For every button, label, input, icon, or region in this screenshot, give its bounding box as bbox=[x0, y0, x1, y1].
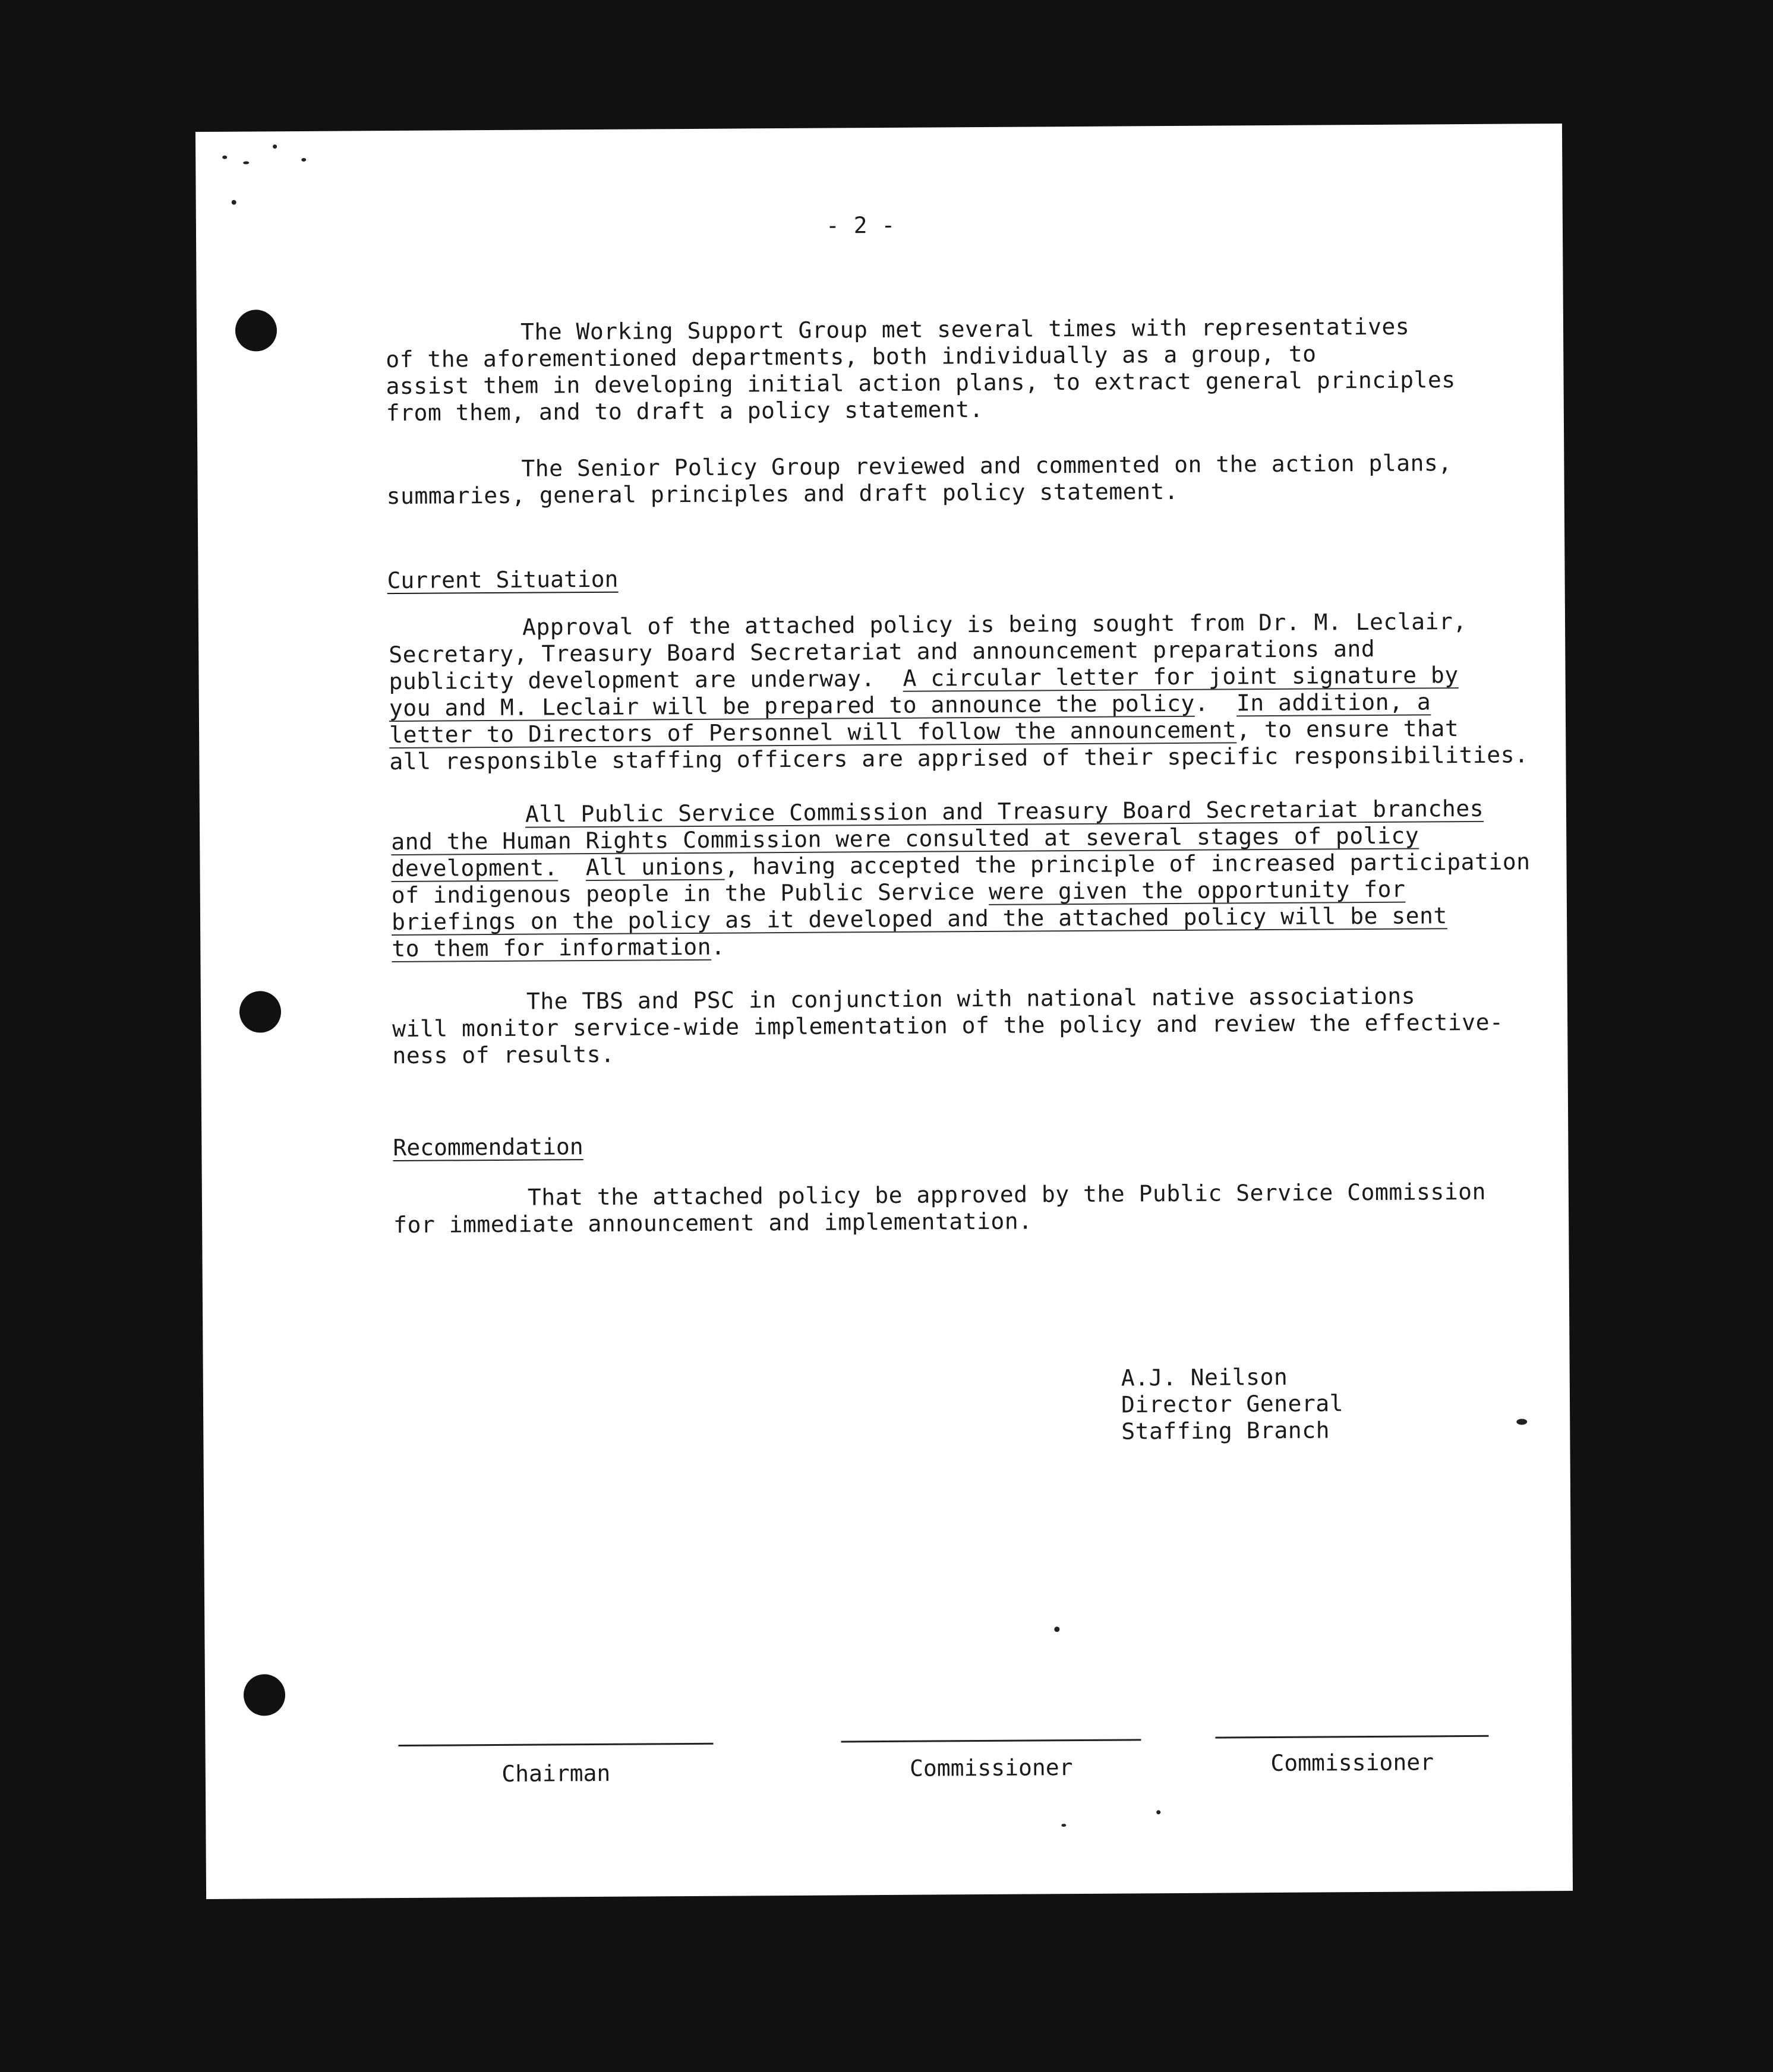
text-run: , having accepted the principle of increased participation bbox=[724, 848, 1531, 880]
chairman-label: Chairman bbox=[501, 1760, 611, 1787]
speck bbox=[1156, 1810, 1160, 1814]
text-run: . bbox=[1194, 690, 1237, 716]
commissioner-1-signature-line bbox=[841, 1739, 1141, 1742]
paragraph-6-line-1: That the attached policy be approved by the Public Service Commission bbox=[527, 1178, 1487, 1211]
paragraph-5-line-3: ness of results. bbox=[392, 1041, 615, 1069]
paragraph-5-line-2: will monitor service-wide implementation of the policy and review the effective- bbox=[392, 1009, 1504, 1043]
underlined-text: All unions bbox=[585, 853, 725, 881]
text-run bbox=[558, 854, 586, 880]
speck bbox=[1061, 1824, 1066, 1827]
paragraph-4-line-5 bbox=[392, 902, 1447, 936]
paragraph-1-line-3: assist them in developing initial action plans, to extract general principles bbox=[386, 367, 1456, 400]
punch-hole-bottom bbox=[244, 1674, 285, 1716]
speck bbox=[273, 144, 277, 149]
underlined-text: were given the opportunity for bbox=[988, 876, 1406, 905]
underlined-text: All Public Service Commission and Treasury Board Secretariat branches bbox=[525, 795, 1484, 827]
signatory-branch: Staffing Branch bbox=[1121, 1417, 1330, 1445]
signatory-name: A.J. Neilson bbox=[1121, 1363, 1288, 1391]
paragraph-2-line-1: The Senior Policy Group reviewed and commented on the action plans, bbox=[521, 450, 1452, 482]
paragraph-1-line-2: of the aforementioned departments, both individually as a group, to bbox=[386, 340, 1317, 373]
underlined-text: to them for information bbox=[392, 933, 712, 962]
speck bbox=[1516, 1419, 1527, 1424]
underlined-text: development. bbox=[391, 854, 559, 882]
recommendation-heading: Recommendation bbox=[393, 1133, 583, 1161]
text-run: of indigenous people in the Public Service bbox=[391, 878, 989, 909]
speck bbox=[222, 156, 227, 159]
speck bbox=[232, 200, 236, 205]
chairman-signature-line bbox=[399, 1743, 714, 1746]
punch-hole-middle bbox=[239, 991, 281, 1032]
paragraph-1-line-1: The Working Support Group met several times with representatives bbox=[520, 313, 1410, 345]
commissioner-2-signature-line bbox=[1215, 1735, 1488, 1739]
paragraph-6-line-2: for immediate announcement and implementation. bbox=[393, 1208, 1033, 1239]
document-page bbox=[195, 124, 1573, 1899]
text-run: publicity development are underway. bbox=[389, 665, 903, 695]
paragraph-3-line-2: Secretary, Treasury Board Secretariat and announcement preparations and bbox=[389, 635, 1376, 668]
paragraph-3-line-6: all responsible staffing officers are apprised of their specific responsibilities. bbox=[389, 741, 1529, 775]
paragraph-1-line-4: from them, and to draft a policy statement. bbox=[386, 396, 984, 427]
speck bbox=[301, 158, 306, 162]
text-run: . bbox=[711, 933, 725, 960]
paragraph-4-line-6 bbox=[392, 934, 725, 962]
underlined-text: you and M. Leclair will be prepared to announce the policy bbox=[389, 690, 1195, 722]
underlined-text: In addition, a bbox=[1236, 688, 1431, 716]
punch-hole-top bbox=[235, 309, 277, 351]
speck bbox=[1054, 1626, 1059, 1632]
commissioner-2-label: Commissioner bbox=[1270, 1749, 1434, 1777]
text-run: , to ensure that bbox=[1236, 715, 1459, 743]
underlined-text: and the Human Rights Commission were consulted at several stages of policy bbox=[391, 822, 1419, 855]
page-number: - 2 - bbox=[825, 211, 895, 239]
current-situation-heading: Current Situation bbox=[387, 566, 619, 594]
underlined-text: briefings on the policy as it developed and the attached policy will be sent bbox=[391, 902, 1447, 936]
underlined-text: letter to Directors of Personnel will follow the announcement bbox=[389, 716, 1237, 748]
commissioner-1-label: Commissioner bbox=[909, 1754, 1073, 1782]
signatory-title: Director General bbox=[1121, 1390, 1344, 1418]
paragraph-5-line-1: The TBS and PSC in conjunction with national native associations bbox=[526, 983, 1416, 1015]
paragraph-3-line-1: Approval of the attached policy is being sought from Dr. M. Leclair, bbox=[522, 608, 1467, 640]
underlined-text: A circular letter for joint signature by bbox=[903, 662, 1459, 691]
paragraph-2-line-2: summaries, general principles and draft policy statement. bbox=[386, 478, 1179, 510]
speck bbox=[243, 162, 249, 165]
